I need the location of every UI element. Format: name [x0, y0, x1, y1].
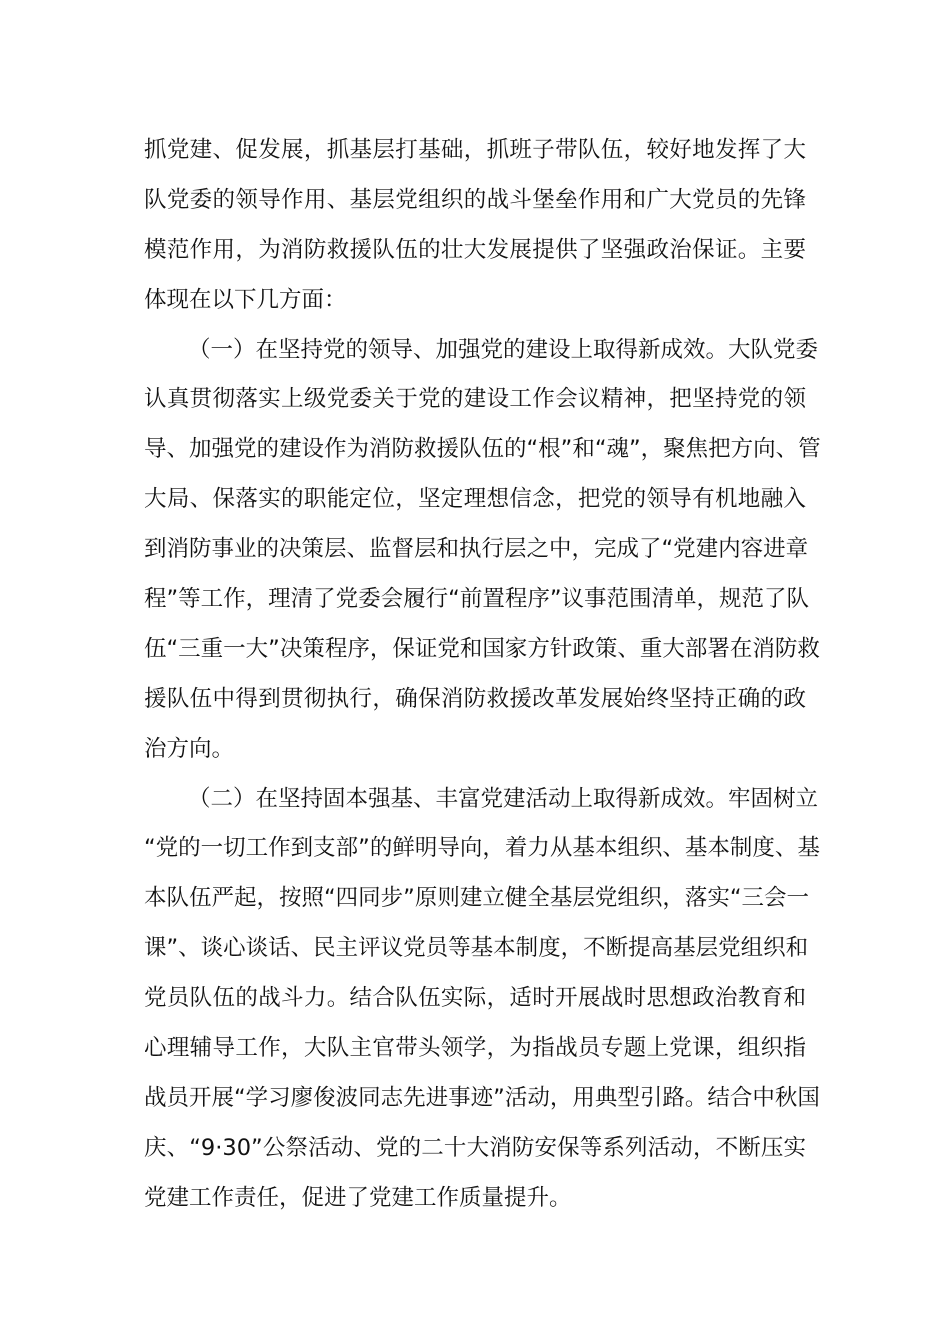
text-line: 课”、谈心谈话、民主评议党员等基本制度，不断提高基层党组织和: [144, 935, 809, 962]
text-line: 体现在以下几方面：: [144, 286, 347, 313]
text-line: （二）在坚持固本强基、丰富党建活动上取得新成效。牢固树立: [188, 785, 819, 812]
paragraph-section-1: [144, 326, 821, 775]
paragraph-intro: [144, 126, 806, 326]
text-line: 援队伍中得到贯彻执行，确保消防救援改革发展始终坚持正确的政: [144, 685, 806, 712]
text-line: 抓党建、促发展，抓基层打基础，抓班子带队伍，较好地发挥了大: [144, 137, 806, 163]
document-body: [144, 126, 821, 1224]
text-line: 党建工作责任，促进了党建工作质量提升。: [144, 1184, 572, 1211]
text-line: 党员队伍的战斗力。结合队伍实际，适时开展战时思想政治教育和: [144, 985, 806, 1012]
text-line: 本队伍严起，按照“四同步”原则建立健全基层党组织，落实“三会一: [144, 885, 809, 912]
text-line: “党的一切工作到支部”的鲜明导向，着力从基本组织、基本制度、基: [144, 835, 820, 862]
text-line: 模范作用，为消防救援队伍的壮大发展提供了坚强政治保证。主要: [144, 236, 806, 263]
text-line: 到消防事业的决策层、监督层和执行层之中，完成了“党建内容进章: [144, 536, 809, 563]
paragraph-section-2: [144, 775, 820, 1224]
text-line: （一）在坚持党的领导、加强党的建设上取得新成效。大队党委: [188, 336, 819, 363]
text-line: 心理辅导工作，大队主官带头领学，为指战员专题上党课，组织指: [144, 1035, 806, 1062]
text-line: 认真贯彻落实上级党委关于党的建设工作会议精神，把坚持党的领: [144, 386, 806, 413]
text-line: 战员开展“学习廖俊波同志先进事迹”活动，用典型引路。结合中秋国: [144, 1084, 820, 1111]
text-line: 伍“三重一大”决策程序，保证党和国家方针政策、重大部署在消防救: [144, 635, 820, 662]
text-line: 导、加强党的建设作为消防救援队伍的“根”和“魂”，聚焦把方向、管: [144, 436, 821, 463]
text-line: 庆、“9·30”公祭活动、党的二十大消防安保等系列活动，不断压实: [144, 1134, 806, 1161]
text-line: 程”等工作，理清了党委会履行“前置程序”议事范围清单，规范了队: [144, 586, 809, 613]
text-line: 大局、保落实的职能定位，坚定理想信念，把党的领导有机地融入: [144, 486, 806, 513]
text-line: 治方向。: [144, 735, 235, 762]
text-line: 队党委的领导作用、基层党组织的战斗堡垒作用和广大党员的先锋: [144, 186, 806, 213]
